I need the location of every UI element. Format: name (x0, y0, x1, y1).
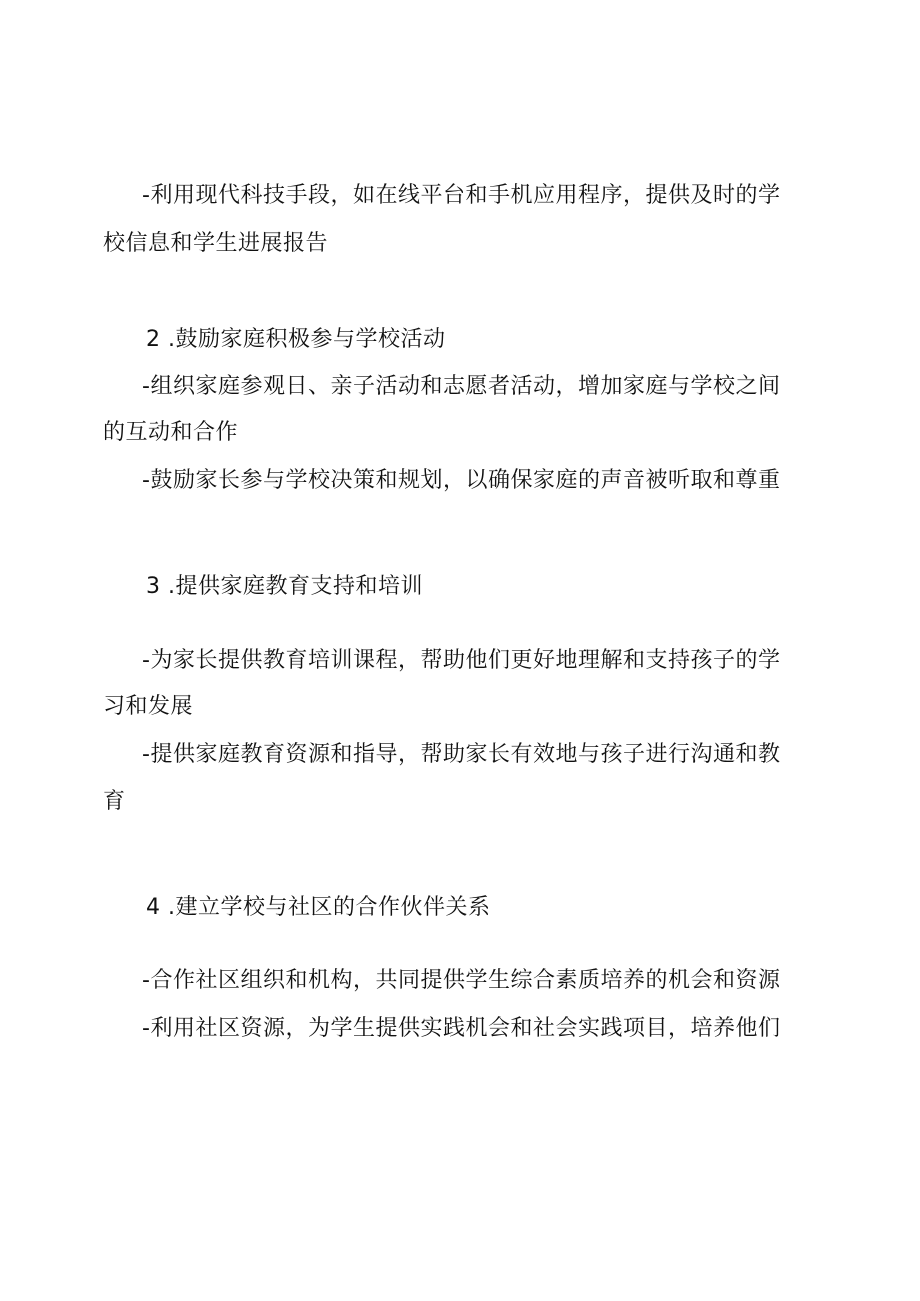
bullet-line: -利用现代科技手段，如在线平台和手机应用程序，提供及时的学 (142, 183, 781, 208)
bullet-line: -为家长提供教育培训课程，帮助他们更好地理解和支持孩子的学 (142, 648, 781, 673)
bullet-line: -组织家庭参观日、亲子活动和志愿者活动，增加家庭与学校之间 (142, 374, 781, 399)
bullet-line: -合作社区组织和机构，共同提供学生综合素质培养的机会和资源 (142, 968, 781, 993)
section-heading: 3 .提供家庭教育支持和培训 (146, 574, 423, 599)
bullet-line: -提供家庭教育资源和指导，帮助家长有效地与孩子进行沟通和教 (142, 742, 781, 767)
bullet-continuation: 校信息和学生进展报告 (103, 231, 329, 256)
bullet-continuation: 的互动和合作 (103, 420, 239, 445)
bullet-line: -利用社区资源，为学生提供实践机会和社会实践项目，培养他们 (142, 1016, 781, 1041)
bullet-line: -鼓励家长参与学校决策和规划，以确保家庭的声音被听取和尊重 (142, 468, 781, 493)
section-heading: 2 .鼓励家庭积极参与学校活动 (146, 327, 446, 352)
bullet-continuation: 习和发展 (103, 694, 194, 719)
bullet-continuation: 育 (103, 789, 126, 814)
section-heading: 4 .建立学校与社区的合作伙伴关系 (146, 895, 491, 920)
